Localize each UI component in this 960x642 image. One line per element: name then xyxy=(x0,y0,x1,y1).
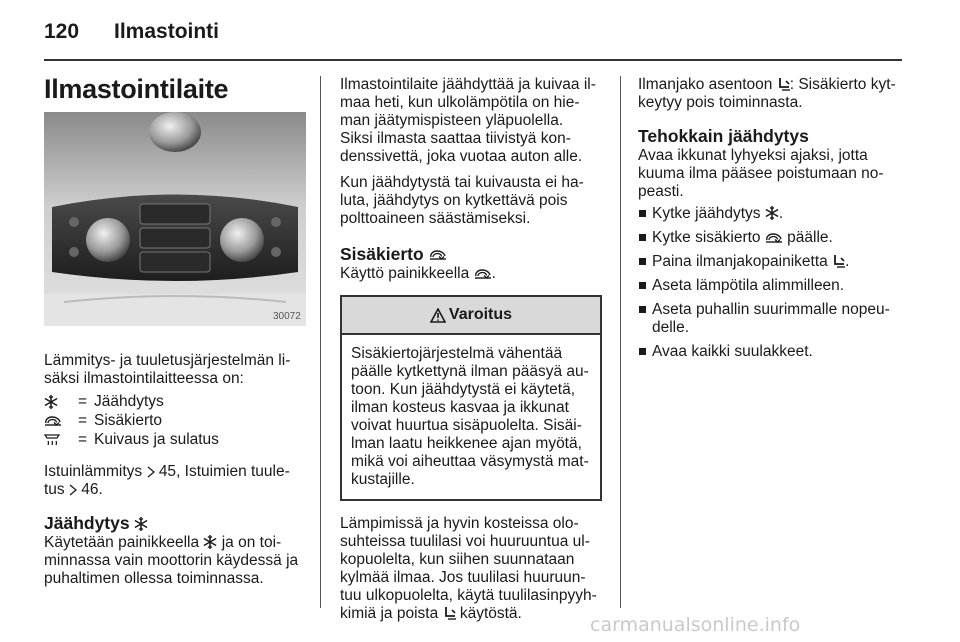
list-item xyxy=(638,301,904,337)
intro-line-2: säksi ilmastointilaitteessa on: xyxy=(44,370,244,387)
warning-header xyxy=(342,297,600,335)
recirculation-icon xyxy=(765,231,783,244)
warning-body xyxy=(342,335,600,499)
list-item xyxy=(638,229,904,247)
text-line: mikä voi aiheuttaa väsymystä mat- xyxy=(351,453,589,470)
list-item xyxy=(638,205,904,223)
text-span: Istuinlämmitys xyxy=(44,463,147,480)
text-span: kimiä ja poista xyxy=(340,605,443,622)
column-divider xyxy=(320,76,321,608)
recirculation-icon xyxy=(474,267,492,280)
warning-box xyxy=(340,295,602,501)
text-span: , Istuimien tuule- xyxy=(176,463,290,480)
text-line: Avaa ikkunat lyhyeksi ajaksi, jotta xyxy=(638,147,868,164)
running-title: Ilmastointi xyxy=(114,20,220,43)
text-line: Ilmastointilaite jäähdyttää ja kuivaa il- xyxy=(340,76,596,93)
page-number: 120 xyxy=(44,20,80,43)
max-cooling-intro xyxy=(638,147,904,201)
column-divider xyxy=(620,76,621,608)
text-line: kylmää ilmaa. Jos tuulilasi huuruun- xyxy=(340,569,586,586)
snowflake-icon xyxy=(44,395,78,409)
text-line: luta, jäähdytys on kytkettävä pois xyxy=(340,192,568,209)
air-distribution-icon xyxy=(832,255,845,268)
text-span: Paina ilmanjakopainiketta xyxy=(652,253,833,270)
recirculation-text xyxy=(340,265,602,283)
text-span: Käyttö painikkeella xyxy=(340,265,474,282)
text-line: tuu ulkopuolelta, käytä tuulilasinpyyh- xyxy=(340,587,597,604)
text-line: denssivettä, joka vuotaa auton alle. xyxy=(340,148,583,165)
air-distribution-icon xyxy=(443,607,456,620)
text-line: maa heti, kun ulkolämpötila on hie- xyxy=(340,94,580,111)
text-line: Lämpimissä ja hyvin kosteissa olo- xyxy=(340,515,579,532)
cooling-text xyxy=(44,534,306,588)
text-span: tus xyxy=(44,481,69,498)
column-left xyxy=(44,76,306,596)
text-line: man jäätymispisteen yläpuolella. xyxy=(340,112,564,129)
text-span: minnassa vain moottorin käydessä ja xyxy=(44,552,299,569)
text-span: . xyxy=(491,265,496,282)
text-span: Avaa kaikki suulakkeet. xyxy=(652,343,813,360)
text-span: : Sisäkierto kyt- xyxy=(789,76,896,93)
text-line: peasti. xyxy=(638,183,684,200)
watermark: carmanualsonline.info xyxy=(590,614,801,636)
page-link-45[interactable]: 45 xyxy=(158,463,177,480)
climate-control-photo xyxy=(44,112,306,326)
list-item xyxy=(638,343,904,361)
legend-equals: = xyxy=(78,411,88,429)
intro-text xyxy=(44,352,306,388)
snowflake-icon xyxy=(765,206,779,220)
text-span: Aseta puhallin suurimmalle nopeu- xyxy=(652,301,890,318)
text-span: käytöstä. xyxy=(455,605,522,622)
text-line: voivat huurtua sisäpuolelta. Sisäi- xyxy=(351,417,582,434)
text-line: lman laatu heikkenee ajan myötä, xyxy=(351,435,582,452)
page-link-46[interactable]: 46 xyxy=(81,481,99,498)
max-cooling-heading: Tehokkain jäähdytys xyxy=(638,126,809,146)
paragraph-air-distribution xyxy=(638,76,904,112)
text-line: Kun jäähdytystä tai kuivausta ei ha- xyxy=(340,174,584,191)
intro-line-1: Lämmitys- ja tuuletusjärjestelmän li- xyxy=(44,352,291,369)
recirculation-heading xyxy=(340,244,602,265)
seat-reference-text xyxy=(44,463,306,499)
list-item xyxy=(638,253,904,271)
image-code: 30072 xyxy=(273,311,301,322)
text-span: Kytke sisäkierto xyxy=(652,229,765,246)
air-distribution-icon xyxy=(777,78,790,91)
text-line: Siksi ilmasta saattaa tiivistyä kon- xyxy=(340,130,571,147)
page-header xyxy=(0,0,960,62)
text-line: suhteissa tuulilasi voi huuruuntua ul- xyxy=(340,533,590,550)
text-span: Ilmanjako asentoon xyxy=(638,76,777,93)
list-item xyxy=(638,277,904,295)
text-span: . xyxy=(98,481,103,498)
paragraph-cooling-effect xyxy=(340,76,602,166)
text-line: polttoaineen säästämiseksi. xyxy=(340,210,531,227)
legend-equals: = xyxy=(78,392,88,410)
text-line: Sisäkiertojärjestelmä vähentää xyxy=(351,345,563,362)
legend-label: Kuivaus ja sulatus xyxy=(94,430,219,448)
recirculation-icon xyxy=(44,414,78,427)
snowflake-icon xyxy=(134,517,148,531)
cooling-heading xyxy=(44,513,306,534)
text-line: kopuolelta, kun siihen suunnataan xyxy=(340,551,575,568)
legend-label: Jäähdytys xyxy=(94,392,164,410)
text-span: Kytke jäähdytys xyxy=(652,205,765,222)
warning-triangle-icon xyxy=(430,308,446,323)
cooling-heading-text: Jäähdytys xyxy=(44,513,130,533)
text-line: toon. Kun jäähdytystä ei käytetä, xyxy=(351,381,576,398)
text-span: puhaltimen ollessa toiminnassa. xyxy=(44,570,264,587)
legend-row xyxy=(44,392,306,411)
snowflake-icon xyxy=(203,535,217,549)
text-span: . xyxy=(845,253,850,270)
recirculation-heading-text: Sisäkierto xyxy=(340,244,424,264)
reference-arrow-icon xyxy=(69,484,77,496)
text-line: päälle kytkettynä ilman pääsyä au- xyxy=(351,363,589,380)
recirculation-icon xyxy=(429,248,449,262)
column-right xyxy=(638,76,904,367)
max-cooling-steps xyxy=(638,205,904,361)
text-line: kustajille. xyxy=(351,471,415,488)
text-span: päälle. xyxy=(782,229,833,246)
text-line: kuuma ilma pääsee poistumaan no- xyxy=(638,165,884,182)
text-span: Aseta lämpötila alimmilleen. xyxy=(652,277,845,294)
text-span: Käytetään painikkeella xyxy=(44,534,204,551)
legend-label: Sisäkierto xyxy=(94,411,163,429)
paragraph-fuel-saving xyxy=(340,174,602,228)
text-span: delle. xyxy=(652,319,690,336)
section-heading: Ilmastointilaite xyxy=(44,74,229,104)
legend-equals: = xyxy=(78,430,88,448)
column-middle xyxy=(340,76,602,631)
paragraph-windscreen xyxy=(340,515,602,623)
text-line: ilman kosteus kasvaa ja ikkunat xyxy=(351,399,569,416)
warning-title: Varoitus xyxy=(448,306,513,323)
header-rule xyxy=(44,59,902,61)
legend-row xyxy=(44,411,306,430)
text-span: keytyy pois toiminnasta. xyxy=(638,94,803,111)
dehumidify-icon xyxy=(44,433,78,446)
reference-arrow-icon xyxy=(147,466,155,478)
symbol-legend xyxy=(44,392,306,449)
text-span: . xyxy=(778,205,784,222)
text-span: ja on toi- xyxy=(217,534,282,551)
legend-row xyxy=(44,430,306,449)
